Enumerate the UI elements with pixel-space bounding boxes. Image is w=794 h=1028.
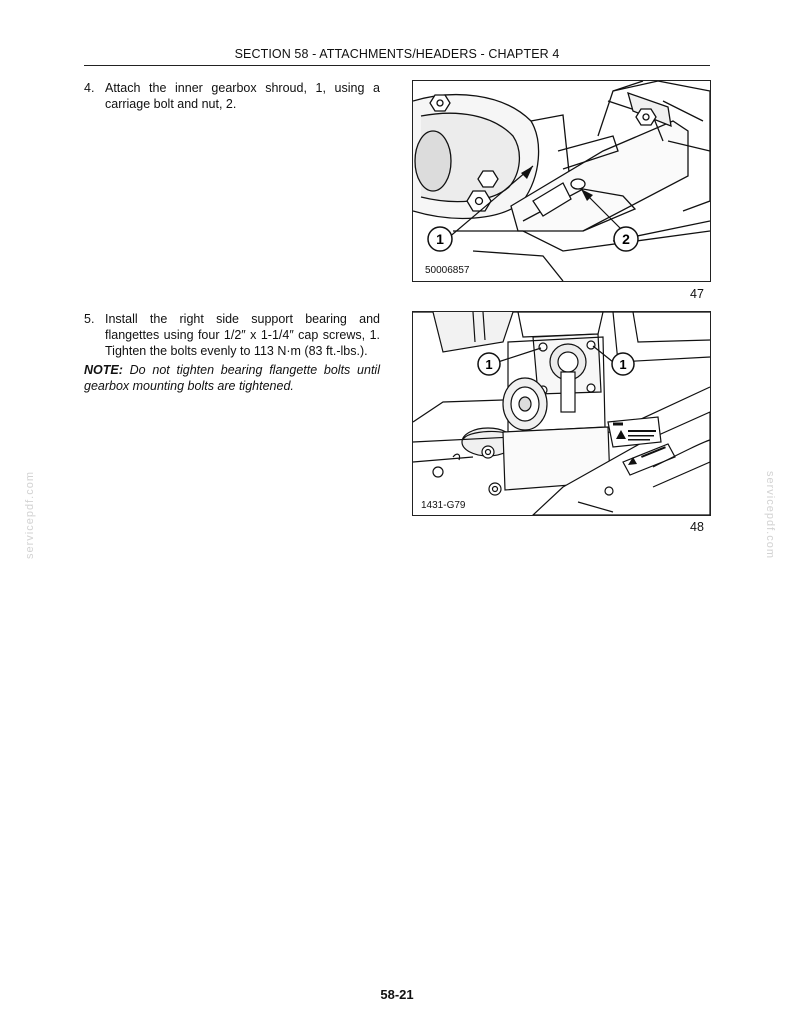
step-number: 5. bbox=[84, 312, 95, 326]
figure-code: 50006857 bbox=[425, 265, 470, 276]
support-bearing-drawing bbox=[413, 312, 710, 515]
figure-number: 47 bbox=[690, 287, 704, 301]
step-text: Install the right side support bearing and flangettes using four 1/2″ x 1-1/4″ cap screws, 1. Tighten the bolts evenly to 113 N·m (83 ft.-lbs.). bbox=[105, 312, 380, 358]
step-4 bbox=[84, 80, 380, 112]
callout-2: 2 bbox=[622, 231, 630, 247]
step-number: 4. bbox=[84, 81, 95, 95]
step-text: Attach the inner gearbox shroud, 1, using a carriage bolt and nut, 2. bbox=[105, 81, 380, 111]
page-number: 58-21 bbox=[380, 987, 414, 1002]
note-label: NOTE: bbox=[84, 363, 123, 377]
step-5 bbox=[84, 311, 380, 359]
figure-48-image bbox=[412, 311, 711, 516]
note bbox=[84, 362, 380, 394]
section-header: SECTION 58 - ATTACHMENTS/HEADERS - CHAPTER 4 bbox=[234, 47, 560, 61]
callout-1: 1 bbox=[436, 231, 444, 247]
watermark-left: servicepdf.com bbox=[24, 471, 36, 559]
callout-1-left: 1 bbox=[485, 357, 493, 372]
note-text: Do not tighten bearing flangette bolts until gearbox mounting bolts are tightened. bbox=[84, 363, 380, 393]
figure-number: 48 bbox=[690, 520, 704, 534]
figure-47-image bbox=[412, 80, 711, 282]
figure-code: 1431-G79 bbox=[421, 500, 466, 511]
header-rule bbox=[84, 65, 710, 66]
watermark-right: servicepdf.com bbox=[764, 471, 776, 559]
gearbox-shroud-drawing bbox=[413, 81, 710, 281]
callout-1-right: 1 bbox=[619, 357, 627, 372]
